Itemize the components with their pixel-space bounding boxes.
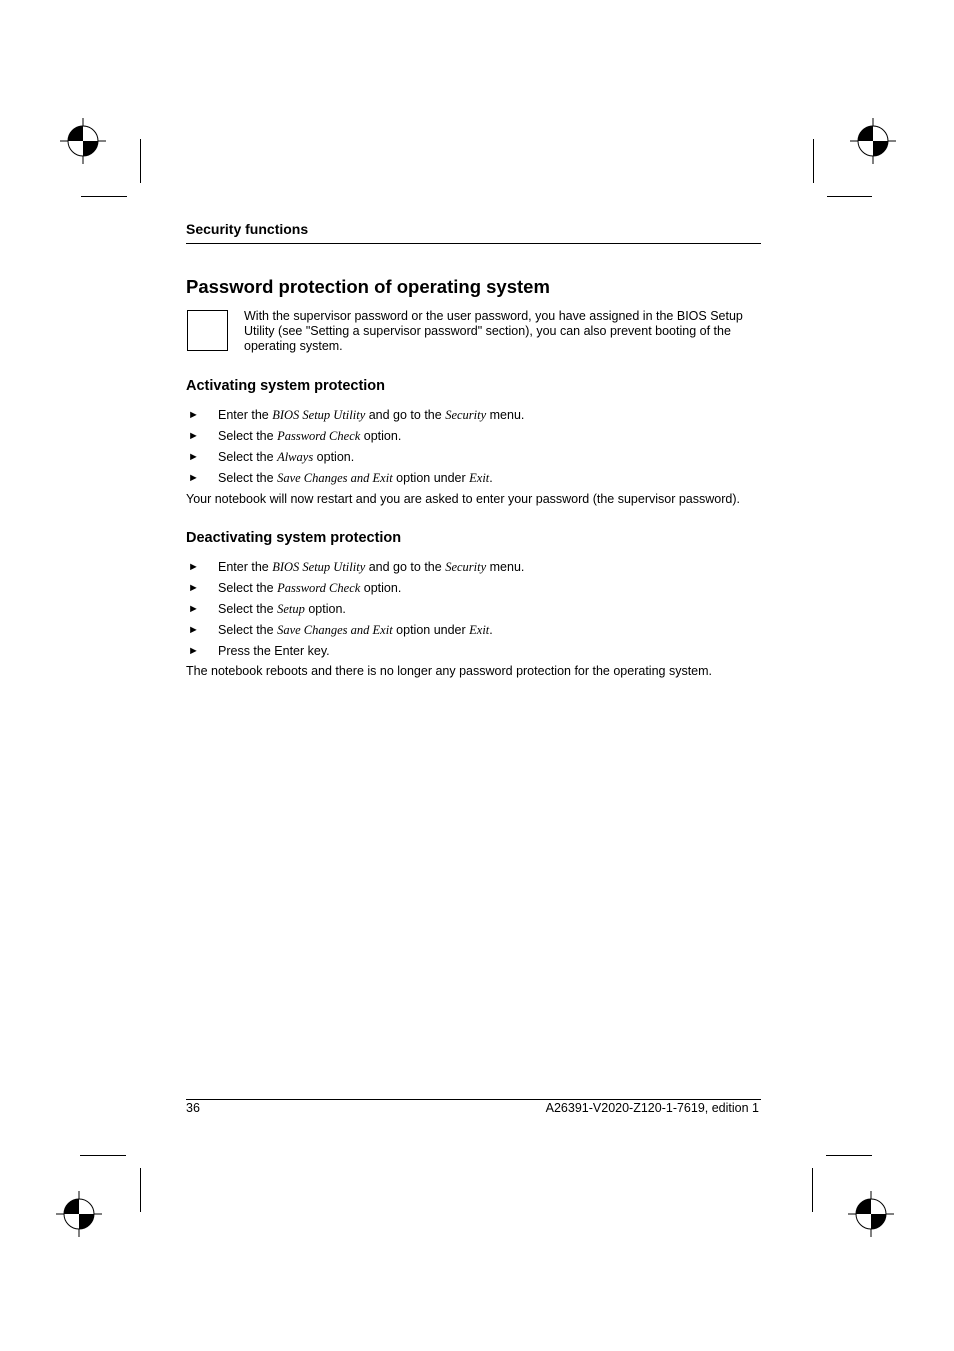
header-rule: [186, 243, 761, 244]
list-item: ► Select the Setup option.: [186, 599, 766, 620]
section-heading-activating: Activating system protection: [186, 378, 386, 394]
registration-mark-top-right: [850, 118, 896, 164]
bullet-arrow-icon: ►: [188, 451, 199, 463]
list-item: ► Press the Enter key.: [186, 641, 766, 662]
registration-mark-top-left: [60, 118, 106, 164]
bullet-arrow-icon: ►: [188, 409, 199, 421]
crop-line-top-right-vertical: [813, 139, 814, 183]
bullet-arrow-icon: ►: [188, 430, 199, 442]
bullet-arrow-icon: ►: [188, 603, 199, 615]
footer-rule: [186, 1099, 761, 1100]
crop-line-bottom-right-vertical: [812, 1168, 813, 1212]
document-id: A26391-V2020-Z120-1-7619, edition 1: [545, 1101, 759, 1115]
section-heading-deactivating: Deactivating system protection: [186, 530, 402, 546]
bullet-arrow-icon: ►: [188, 472, 199, 484]
bullet-arrow-icon: ►: [188, 561, 199, 573]
list-item: ► Enter the BIOS Setup Utility and go to the Security menu.: [186, 557, 766, 578]
crop-line-top-left-horizontal: [81, 196, 127, 197]
note-icon: [187, 310, 228, 351]
list-item: ► Select the Password Check option.: [186, 578, 766, 599]
list-item: ► Enter the BIOS Setup Utility and go to the Security menu.: [186, 405, 766, 426]
list-item: ► Select the Always option.: [186, 447, 766, 468]
deactivating-steps-list: [186, 557, 766, 662]
bullet-arrow-icon: ►: [188, 624, 199, 636]
list-item: ► Select the Save Changes and Exit option under Exit.: [186, 468, 766, 489]
registration-mark-bottom-right: [848, 1191, 894, 1237]
activating-closing-paragraph: Your notebook will now restart and you are asked to enter your password (the supervisor password).: [186, 492, 740, 506]
running-head: Security functions: [186, 221, 309, 237]
page-title: Password protection of operating system: [186, 276, 550, 297]
crop-line-top-left-vertical: [140, 139, 141, 183]
note-text: With the supervisor password or the user password, you have assigned in the BIOS Setup Utility (see "Setting a supervisor password" section), you can also prevent booting of the operating system.: [244, 309, 743, 353]
list-item: ► Select the Password Check option.: [186, 426, 766, 447]
page-number: 36: [186, 1101, 200, 1115]
crop-line-top-right-horizontal: [827, 196, 872, 197]
deactivating-closing-paragraph: The notebook reboots and there is no longer any password protection for the operating system.: [186, 664, 713, 678]
crop-line-bottom-right-horizontal: [826, 1155, 872, 1156]
crop-line-bottom-left-vertical: [140, 1168, 141, 1212]
activating-steps-list: [186, 405, 766, 489]
registration-mark-bottom-left: [56, 1191, 102, 1237]
bullet-arrow-icon: ►: [188, 582, 199, 594]
bullet-arrow-icon: ►: [188, 645, 199, 657]
list-item: ► Select the Save Changes and Exit option under Exit.: [186, 620, 766, 641]
crop-line-bottom-left-horizontal: [80, 1155, 126, 1156]
